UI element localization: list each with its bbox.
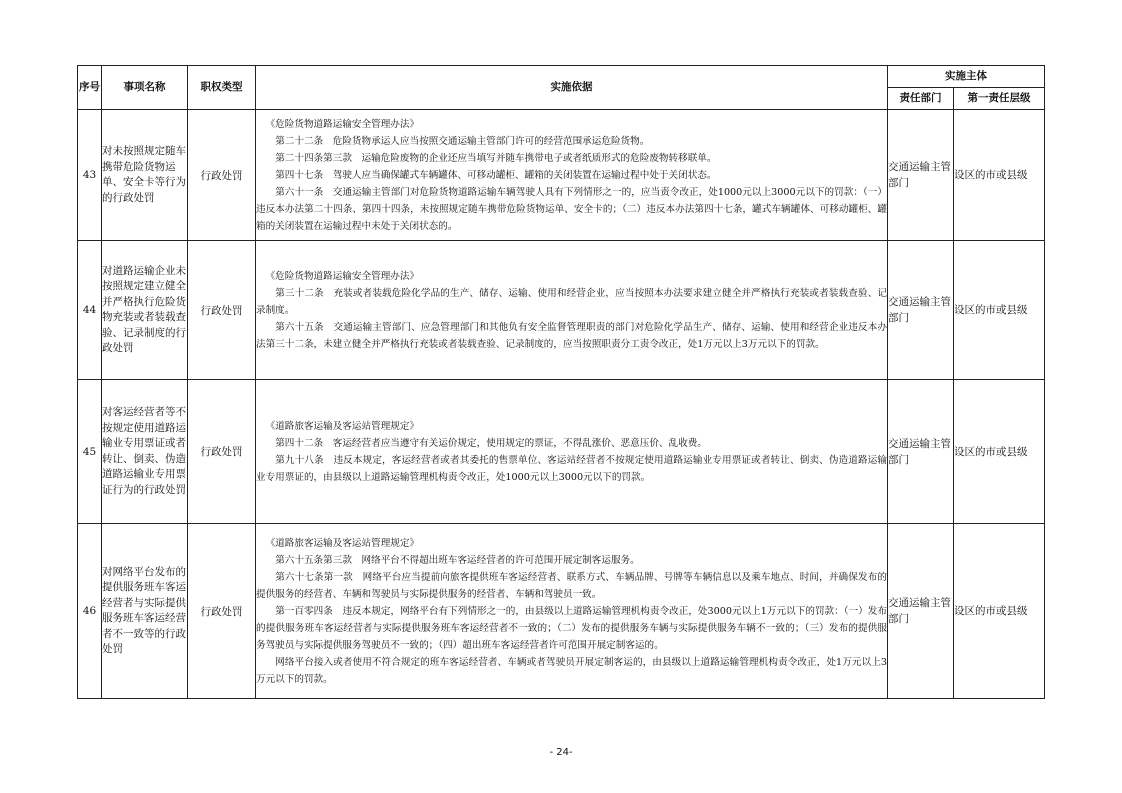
row-number: 43 — [78, 110, 102, 241]
header-level: 第一责任层级 — [954, 88, 1045, 110]
regulation-title: 《危险货物道路运输安全管理办法》 — [265, 270, 420, 282]
table-row — [78, 241, 1045, 380]
item-name: 对未按照规定随车携带危险货物运单、安全卡等行为的行政处罚 — [102, 110, 188, 241]
regulation-title: 《危险货物道路运输安全管理办法》 — [265, 118, 420, 130]
power-type: 行政处罚 — [188, 241, 256, 380]
basis-paragraph: 第六十五条第三款 网络平台不得超出班车客运经营者的许可范围开展定制客运服务。 — [275, 554, 640, 566]
page-number: - 24- — [549, 747, 573, 758]
basis-paragraph: 第六十五条 交通运输主管部门、应急管理部门和其他负有安全监督管理职责的部门对危险化学品生产、储存、运输、使用和经营企业违反本办法第三十二条，未建立健全并严格执行充装或者装载查验、记录制度的，应当按照职责分工责令改正，处1万元以上3万元以下的罚款。 — [256, 321, 887, 350]
header-dept: 责任部门 — [888, 88, 954, 110]
header-row — [78, 66, 1045, 88]
power-type: 行政处罚 — [188, 380, 256, 524]
header-item: 事项名称 — [102, 66, 188, 110]
basis-paragraph: 第三十二条 充装或者装载危险化学品的生产、储存、运输、使用和经营企业，应当按照本办法要求建立健全并严格执行充装或者装载查验、记录制度。 — [256, 287, 887, 316]
header-subject: 实施主体 — [888, 66, 1045, 88]
basis-paragraph: 第六十一条 交通运输主管部门对危险货物道路运输车辆驾驶人具有下列情形之一的，应当责令改正，处1000元以上3000元以下的罚款：（一）违反本办法第二十四条、第四十四条，未按照规定随车携带危险货物运单、安全卡的；（二）违反本办法第四十七条，罐式车辆罐体、可移动罐柜、罐箱的关闭装置在运输过程中未处于关闭状态的。 — [256, 186, 887, 232]
regulation-title: 《道路旅客运输及客运站管理规定》 — [265, 420, 420, 432]
table-row — [78, 524, 1045, 699]
basis-paragraph: 第一百零四条 违反本规定，网络平台有下列情形之一的，由县级以上道路运输管理机构责令改正，处3000元以上1万元以下的罚款：（一）发布的提供服务班车客运经营者与实际提供服务班车客运经营者不一致的；（二）发布的提供服务车辆与实际提供服务车辆不一致的；（三）发布的提供服务驾驶员与实际提供服务驾驶员不一致的；（四）超出班车客运经营者许可范围开展定制客运的。 — [256, 605, 887, 651]
responsible-dept: 交通运输主管部门 — [888, 241, 954, 380]
regulation-title: 《道路旅客运输及客运站管理规定》 — [265, 537, 420, 549]
basis-paragraph: 第九十八条 违反本规定，客运经营者或者其委托的售票单位、客运站经营者不按规定使用道路运输业专用票证或者转让、倒卖、伪造道路运输业专用票证的，由县级以上道路运输管理机构责令改正，处1000元以上3000元以下的罚款。 — [256, 454, 887, 483]
table-row — [78, 380, 1045, 524]
legal-basis — [256, 380, 888, 524]
header-basis: 实施依据 — [256, 66, 888, 110]
table-row — [78, 110, 1045, 241]
legal-basis — [256, 241, 888, 380]
basis-paragraph: 第四十二条 客运经营者应当遵守有关运价规定，使用规定的票证，不得乱涨价、恶意压价、乱收费。 — [275, 437, 707, 449]
basis-paragraph: 第二十四条第三款 运输危险废物的企业还应当填写并随车携带电子或者纸质形式的危险废物转移联单。 — [275, 152, 717, 164]
item-name: 对道路运输企业未按照规定建立健全并严格执行危险货物充装或者装载查验、记录制度的行政处罚 — [102, 241, 188, 380]
responsible-dept: 交通运输主管部门 — [888, 380, 954, 524]
power-type: 行政处罚 — [188, 524, 256, 699]
item-name: 对客运经营者等不按规定使用道路运输业专用票证或者转让、倒卖、伪造道路运输业专用票证行为的行政处罚 — [102, 380, 188, 524]
responsibility-level: 设区的市或县级 — [954, 380, 1045, 524]
legal-basis — [256, 524, 888, 699]
responsible-dept: 交通运输主管部门 — [888, 524, 954, 699]
basis-paragraph: 第二十二条 危险货物承运人应当按照交通运输主管部门许可的经营范围承运危险货物。 — [275, 135, 650, 147]
row-number: 45 — [78, 380, 102, 524]
responsible-dept: 交通运输主管部门 — [888, 110, 954, 241]
header-type: 职权类型 — [188, 66, 256, 110]
basis-paragraph: 第六十七条第一款 网络平台应当提前向旅客提供班车客运经营者、联系方式、车辆品牌、号牌等车辆信息以及乘车地点、时间，并确保发布的提供服务的经营者、车辆和驾驶员与实际提供服务的经营者、车辆和驾驶员一致。 — [256, 571, 887, 600]
enforcement-table — [77, 65, 1045, 699]
row-number: 46 — [78, 524, 102, 699]
basis-paragraph: 网络平台接入或者使用不符合规定的班车客运经营者、车辆或者驾驶员开展定制客运的，由县级以上道路运输管理机构责令改正，处1万元以上3万元以下的罚款。 — [256, 656, 887, 685]
responsibility-level: 设区的市或县级 — [954, 110, 1045, 241]
header-seq: 序号 — [78, 66, 102, 110]
row-number: 44 — [78, 241, 102, 380]
responsibility-level: 设区的市或县级 — [954, 524, 1045, 699]
item-name: 对网络平台发布的提供服务班车客运经营者与实际提供服务班车客运经营者不一致等的行政处罚 — [102, 524, 188, 699]
legal-basis — [256, 110, 888, 241]
power-type: 行政处罚 — [188, 110, 256, 241]
responsibility-level: 设区的市或县级 — [954, 241, 1045, 380]
basis-paragraph: 第四十七条 驾驶人应当确保罐式车辆罐体、可移动罐柜、罐箱的关闭装置在运输过程中处于关闭状态。 — [275, 169, 717, 181]
